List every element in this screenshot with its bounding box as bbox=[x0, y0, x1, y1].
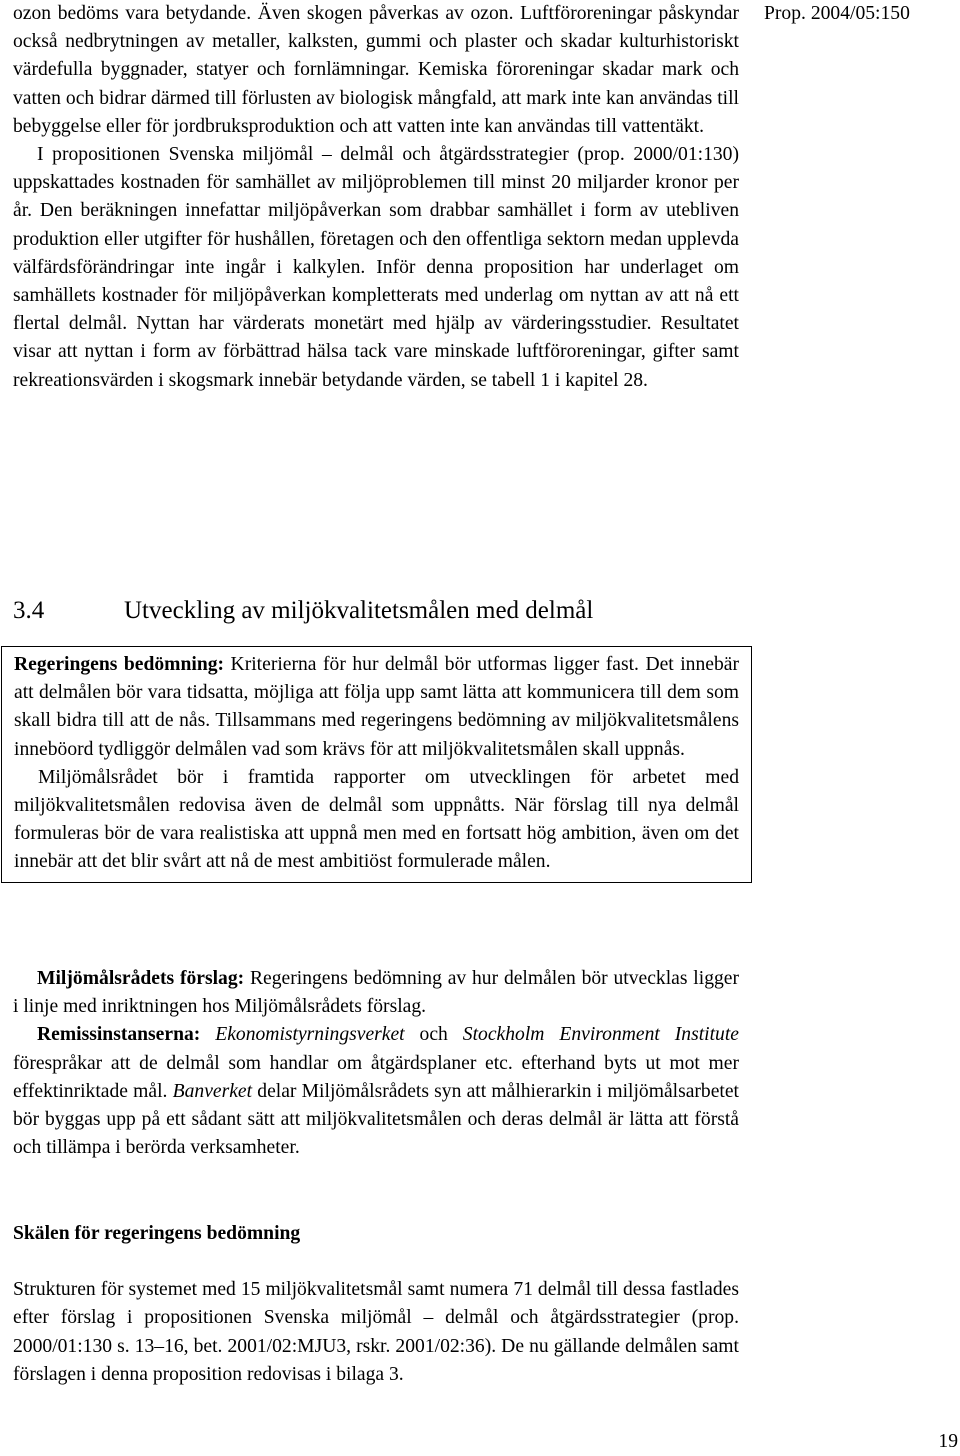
section-title: Utveckling av miljökvalitetsmålen med delmål bbox=[124, 597, 594, 624]
section-heading bbox=[13, 594, 593, 628]
reasons-heading bbox=[13, 1220, 739, 1248]
referral-text-2: delar Miljömålsrådets syn att målhierarkin i miljömålsarbetet bör byggas upp på ett sådant sätt att miljökvalitetsmålen och deras delmål är lätta att förstå och tillämpa i berörda verksamheter. bbox=[13, 1080, 740, 1159]
referrals-paragraph bbox=[13, 1021, 739, 1162]
reasons-paragraph-1: Strukturen för systemet med 15 miljökvalitetsmål samt numera 71 delmål till dessa fastlades efter förslag i propositionen Svenska miljömål – delmål och åtgärdsstrategier (prop. 2000/01:130 s. 13–16, bet. 2001/02:MJU3, rskr. 2001/02:36). De nu gällande delmålen samt förslagen i denna proposition redovisas i bilaga 3. bbox=[13, 1279, 739, 1385]
reasons-heading-text: Skälen för regeringens bedömning bbox=[13, 1223, 301, 1244]
assessment-label: Regeringens bedömning: bbox=[14, 654, 225, 675]
proposal-text: Regeringens bedömning av hur delmålen bör utvecklas ligger i linje med inriktningen hos Miljömålsrådets förslag. bbox=[13, 968, 740, 1018]
referral-text-1: förespråkar att de delmål som handlar om åtgärdsplaner etc. efterhand byts ut mot mer effektinriktade mål. bbox=[13, 1052, 739, 1102]
referral-org-2: Stockholm Environment Institute bbox=[462, 1024, 739, 1046]
proposal-label: Miljömålsrådets förslag: bbox=[37, 968, 245, 989]
page-number: 19 bbox=[938, 1431, 958, 1452]
opinions-section bbox=[13, 965, 739, 1162]
assessment-paragraph-1 bbox=[14, 651, 739, 764]
section-number: 3.4 bbox=[13, 597, 45, 624]
referral-org-3: Banverket bbox=[172, 1080, 253, 1102]
referral-org-1: Ekonomistyrningsverket bbox=[215, 1024, 405, 1046]
assessment-paragraph-2: Miljömålsrådet bör i framtida rapporter om utvecklingen för arbetet med miljökvalitetsmålen redovisa även de delmål som uppnåtts. När förslag till nya delmål formuleras bör de vara realistiska att uppnå men med en fortsatt hög ambition, även om det innebär att det blir svårt att nå de mest ambitiöst formulerade målen. bbox=[14, 766, 739, 873]
referral-conjunction: och bbox=[404, 1024, 463, 1046]
proposal-paragraph bbox=[13, 965, 739, 1021]
reasons-section bbox=[13, 1220, 739, 1389]
intro-section bbox=[13, 0, 739, 395]
intro-paragraph-2: I propositionen Svenska miljömål – delmål och åtgärdsstrategier (prop. 2000/01:130) uppskattades kostnaden för samhället av miljöproblemen till minst 20 miljarder kronor per år. Den beräkningen innefattar miljöpåverkan som drabbar samhället i form av utebliven produktion eller utgifter för hushållen, företagen och den offentliga sektorn medan upplevda välfärdsförändringar inte ingår i kalkylen. Inför denna proposition har underlaget om samhällets kostnader för miljöpåverkan kompletterats med underlag om nyttan av att nå ett flertal delmål. Nyttan har värderats monetärt med hjälp av värderingsstudier. Resultatet visar att nyttan i form av förbättrad hälsa tack vare minskade luftföroreningar, gifter samt rekreationsvärden i skogsmark innebär betydande värden, se tabell 1 i kapitel 28. bbox=[13, 144, 739, 391]
referrals-label: Remissinstanserna: bbox=[37, 1024, 201, 1046]
proposition-reference: Prop. 2004/05:150 bbox=[764, 3, 910, 24]
government-assessment-box bbox=[1, 646, 752, 883]
intro-paragraph-1: ozon bedöms vara betydande. Även skogen påverkas av ozon. Luftföroreningar påskyndar också nedbrytningen av metaller, kalksten, gummi och plaster och skadar kulturhistoriskt värdefulla byggnader, statyer och fornlämningar. Kemiska föroreningar skadar mark och vatten och bidrar därmed till förlusten av biologisk mångfald, att mark inte kan användas till bebyggelse eller för jordbruksproduktion och att vatten inte kan användas till vattentäkt. bbox=[13, 3, 739, 137]
assessment-text: Kriterierna för hur delmål bör utformas ligger fast. Det innebär att delmålen bör vara tidsatta, möjliga att följa upp samt lätta att kommunicera till dem som skall bidra till att de nås. Tillsammans med regeringens bedömning av miljökvalitetsmålens inneböord tydliggör delmålen vad som krävs för att miljökvalitetsmålen skall uppnås. bbox=[14, 654, 739, 760]
